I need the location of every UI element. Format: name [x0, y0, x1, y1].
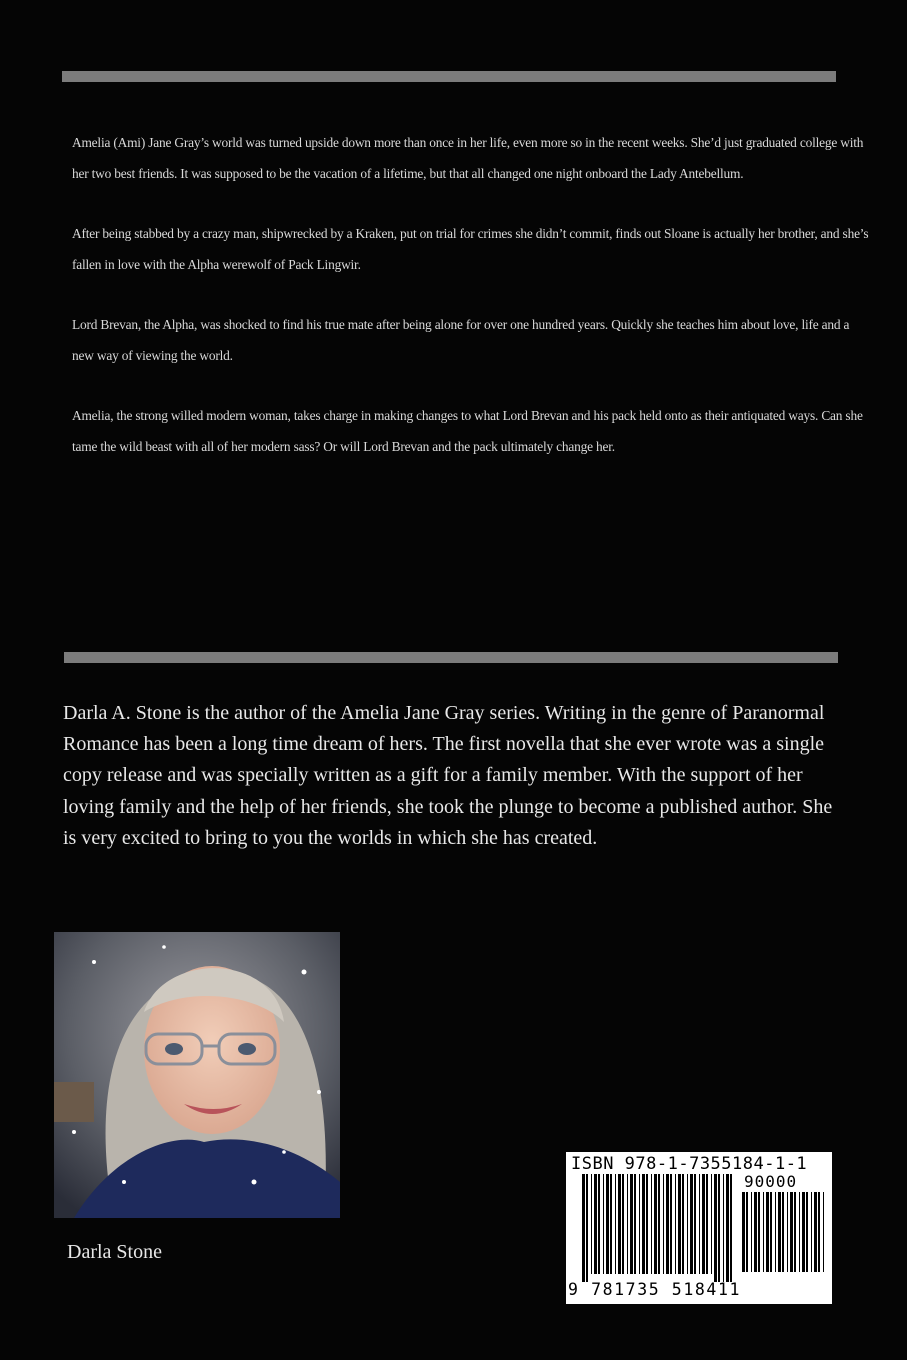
- barcode-bar: [751, 1192, 752, 1272]
- barcode-bar: [699, 1174, 700, 1274]
- barcode-bar: [658, 1174, 660, 1274]
- barcode-addon-bars: [742, 1192, 826, 1300]
- barcode-bar: [678, 1174, 681, 1274]
- barcode-bar: [818, 1192, 820, 1272]
- barcode-bar: [778, 1192, 781, 1272]
- barcode-bar: [582, 1174, 585, 1282]
- top-divider: [62, 71, 836, 82]
- barcode-bar: [603, 1174, 604, 1274]
- barcode-bar: [763, 1192, 764, 1272]
- blurb-paragraph-1: Amelia (Ami) Jane Gray’s world was turned upside down more than once in her life, even more so in the recent weeks. She’d just graduated college with her two best friends. It was supposed to be the vacation of a lifetime, but that all changed one night onboard the Lady Antebellum.: [72, 135, 864, 181]
- isbn-label: ISBN 978-1-7355184-1-1: [571, 1154, 808, 1174]
- barcode-bar: [723, 1174, 724, 1282]
- barcode-bar: [610, 1174, 612, 1274]
- barcode-bar: [682, 1174, 684, 1274]
- barcode-bar: [746, 1192, 748, 1272]
- barcode-bar: [663, 1174, 664, 1274]
- barcode-bar: [806, 1192, 808, 1272]
- author-portrait-icon: [54, 932, 340, 1218]
- barcode-bar: [794, 1192, 796, 1272]
- barcode-bar: [787, 1192, 788, 1272]
- barcode-bar: [711, 1174, 712, 1274]
- barcode-bar: [639, 1174, 640, 1274]
- barcode-bar: [594, 1174, 597, 1274]
- barcode-bar: [742, 1192, 745, 1272]
- barcode-bar: [598, 1174, 600, 1274]
- barcode-bar: [690, 1174, 693, 1274]
- barcode-bar: [754, 1192, 757, 1272]
- barcode-bar: [654, 1174, 657, 1274]
- barcode-bar: [775, 1192, 776, 1272]
- isbn-barcode: [566, 1152, 832, 1304]
- blurb-paragraph-4: Amelia, the strong willed modern woman, takes charge in making changes to what Lord Brevan and his pack held onto as their antiquated ways. Can she tame the wild beast with all of her modern sass? Or will Lord Brevan and the pack ultimately change her.: [72, 408, 863, 454]
- blurb-paragraph-3: Lord Brevan, the Alpha, was shocked to find his true mate after being alone for over one hundred years. Quickly she teaches him about love, life and a new way of viewing the world.: [72, 317, 850, 363]
- barcode-bar: [730, 1174, 732, 1282]
- barcode-bar: [814, 1192, 817, 1272]
- barcode-bar: [802, 1192, 805, 1272]
- barcode-bar: [782, 1192, 784, 1272]
- barcode-bar: [642, 1174, 645, 1274]
- barcode-digits: 9 781735 518411: [568, 1280, 742, 1299]
- barcode-bar: [666, 1174, 669, 1274]
- barcode-bar: [714, 1174, 717, 1282]
- barcode-bar: [622, 1174, 624, 1274]
- barcode-bar: [718, 1174, 720, 1282]
- barcode-bar: [706, 1174, 708, 1274]
- barcode-bar: [790, 1192, 793, 1272]
- barcode-bar: [799, 1192, 800, 1272]
- barcode-bar: [687, 1174, 688, 1274]
- barcode-bar: [770, 1192, 772, 1272]
- barcode-bar: [591, 1174, 592, 1274]
- barcode-bar: [766, 1192, 769, 1272]
- barcode-bar: [670, 1174, 672, 1274]
- photo-caption: Darla Stone: [67, 1241, 162, 1263]
- barcode-bar: [694, 1174, 696, 1274]
- barcode-bar: [618, 1174, 621, 1274]
- barcode-bar: [586, 1174, 588, 1282]
- barcode-bar: [675, 1174, 676, 1274]
- middle-divider: [64, 652, 838, 663]
- blurb-paragraph-2: After being stabbed by a crazy man, shipwrecked by a Kraken, put on trial for crimes she didn’t commit, finds out Sloane is actually her brother, and she’s fallen in love with the Alpha werewolf of Pack Lingwir.: [72, 226, 869, 272]
- barcode-bars: [582, 1174, 734, 1282]
- author-photo: [54, 932, 340, 1218]
- barcode-bar: [606, 1174, 609, 1274]
- barcode-bar: [758, 1192, 760, 1272]
- barcode-bar: [823, 1192, 824, 1272]
- author-bio: Darla A. Stone is the author of the Amelia Jane Gray series. Writing in the genre of Paranormal Romance has been a long time dream of hers. The first novella that she ever wrote was a single copy release and was specially written as a gift for a family member. With the support of her loving family and the help of her friends, she took the plunge to become a published author. She is very excited to bring to you the worlds in which she has created.: [63, 702, 833, 849]
- barcode-bar: [646, 1174, 648, 1274]
- barcode-bar: [615, 1174, 616, 1274]
- barcode-addon-number: 90000: [744, 1172, 798, 1191]
- barcode-bar: [651, 1174, 652, 1274]
- barcode-bar: [702, 1174, 705, 1274]
- book-blurb: [72, 127, 872, 491]
- barcode-bar: [726, 1174, 729, 1282]
- barcode-bar: [634, 1174, 636, 1274]
- barcode-bar: [811, 1192, 812, 1272]
- barcode-bar: [630, 1174, 633, 1274]
- barcode-bar: [627, 1174, 628, 1274]
